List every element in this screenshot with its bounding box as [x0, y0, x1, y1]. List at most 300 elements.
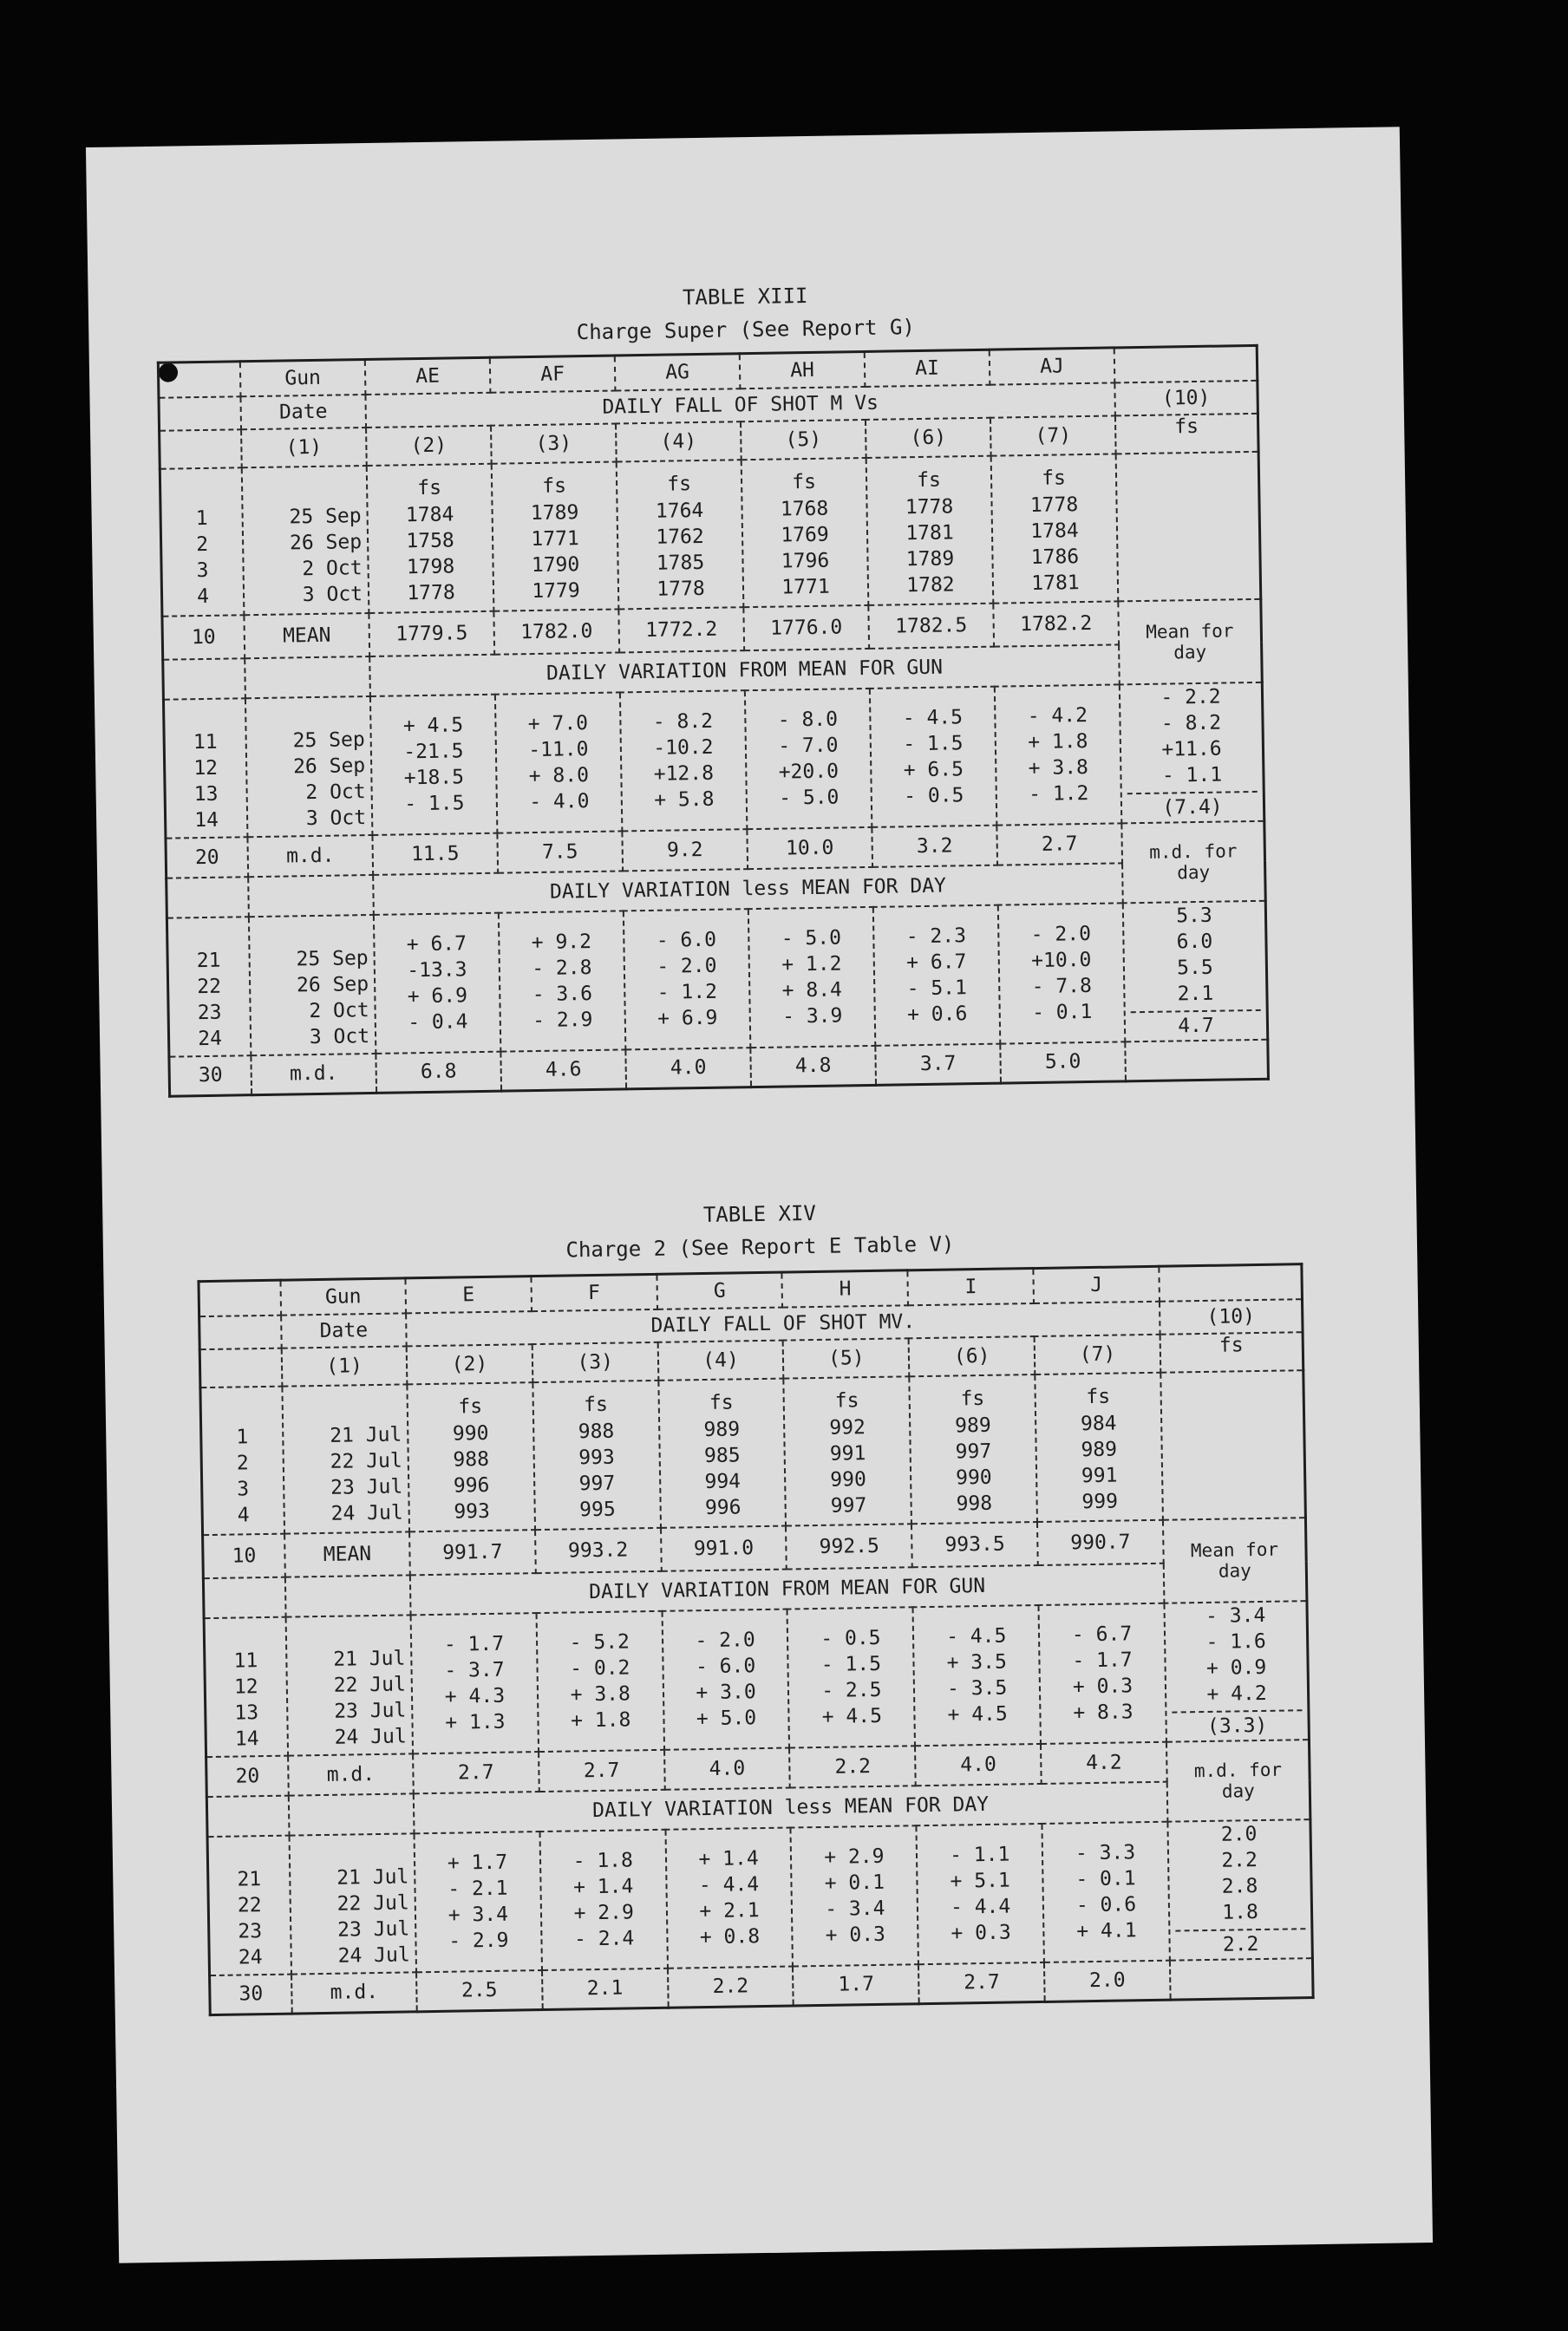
mean-value: 990.7	[1037, 1519, 1164, 1564]
variation2-day-column	[1123, 900, 1268, 1041]
variation2-value: - 2.4	[573, 1926, 635, 1950]
variation-value: - 4.2	[1027, 703, 1088, 728]
md-value: 3.7	[875, 1043, 1001, 1085]
variation2-value: - 2.8	[532, 956, 592, 980]
date-value: 25 Sep	[289, 504, 362, 528]
variation-day-value: - 1.6	[1205, 1629, 1266, 1654]
row-number: 10	[162, 615, 245, 659]
blank-cell	[1125, 1039, 1268, 1081]
mv-value: 999	[1081, 1490, 1119, 1513]
section-heading: DAILY FALL OF SHOT MV.	[406, 1301, 1160, 1346]
date-value: 23 Jul	[336, 1916, 410, 1942]
mv-value: 995	[578, 1498, 616, 1521]
gun-header: F	[531, 1274, 657, 1310]
blank-cell	[1114, 345, 1258, 382]
variation-value: - 2.0	[695, 1628, 755, 1652]
variation-value: - 5.0	[778, 786, 840, 810]
row-number: 30	[210, 1974, 292, 2014]
row-number: 1	[195, 506, 208, 530]
variation-value: - 4.0	[529, 789, 590, 813]
variation2-value: + 9.2	[531, 930, 592, 954]
mean-value: 992.5	[786, 1524, 912, 1569]
variation2-value: - 1.1	[949, 1843, 1010, 1867]
variation-value: - 1.7	[1072, 1648, 1133, 1672]
variation-column	[662, 1609, 789, 1749]
mv-value: 993	[454, 1499, 491, 1524]
column-number: (6)	[866, 417, 991, 457]
row-numbers	[160, 467, 244, 616]
md-value: 2.7	[413, 1752, 539, 1793]
row-number: 4	[237, 1503, 250, 1526]
variation-value: - 5.2	[569, 1629, 630, 1654]
column-number: (4)	[657, 1340, 784, 1380]
row-number: 20	[166, 837, 248, 878]
blank-cell	[1160, 1370, 1305, 1520]
mv-value: 1784	[1030, 519, 1079, 543]
variation-value: + 0.3	[1072, 1674, 1134, 1698]
variation-value: - 1.5	[903, 731, 964, 755]
unit-label: fs	[834, 1388, 859, 1413]
variation2-column	[873, 904, 1000, 1045]
date-value: 23 Jul	[333, 1698, 407, 1723]
gun-header: AE	[365, 357, 491, 394]
variation2-value: + 2.9	[824, 1845, 885, 1869]
table-14-subtitle: Charge 2 (See Report E Table V)	[565, 1231, 955, 1263]
section-heading: DAILY VARIATION less MEAN FOR DAY	[373, 863, 1123, 915]
mean-value: 1779.5	[369, 610, 494, 656]
variation2-value: + 0.3	[825, 1923, 886, 1947]
variation-value: -11.0	[528, 737, 589, 761]
variation2-column	[1042, 1821, 1170, 1962]
variation2-column	[665, 1827, 793, 1968]
mv-value: 994	[704, 1469, 742, 1493]
mean-value: 993.5	[911, 1522, 1038, 1567]
mv-value: 1769	[781, 523, 829, 547]
date-label: Date	[281, 1313, 407, 1348]
variation-column	[411, 1613, 539, 1753]
variation-value: +12.8	[653, 761, 715, 786]
md-value: 2.2	[789, 1746, 916, 1787]
variation2-value: + 8.4	[781, 977, 843, 1002]
variation-day-column	[1120, 682, 1264, 823]
md-value: 2.7	[996, 823, 1122, 865]
variation-value: + 3.0	[696, 1680, 756, 1704]
variation2-day-value: 2.0	[1220, 1822, 1258, 1846]
variation-column	[370, 694, 497, 834]
row-number: 24	[198, 1027, 223, 1050]
blank-cell	[1116, 451, 1261, 601]
mv-column	[617, 460, 744, 609]
variation2-value: +10.0	[1030, 948, 1092, 972]
row-number: 21	[196, 949, 221, 972]
variation-value: +18.5	[403, 765, 465, 789]
variation2-day-value: 2.8	[1221, 1874, 1258, 1898]
variation2-column	[748, 906, 875, 1047]
date-value: 22 Jul	[333, 1672, 407, 1697]
gun-label: Gun	[280, 1278, 406, 1315]
row-number: 3	[196, 558, 209, 582]
md-value: 4.0	[625, 1048, 751, 1089]
column-number: (5)	[741, 419, 866, 459]
variation-day-total: (7.4)	[1127, 790, 1258, 821]
variation2-value: - 5.1	[906, 976, 968, 1000]
column-number: (7)	[1035, 1334, 1161, 1374]
variation2-day-value: 5.3	[1176, 904, 1212, 927]
column-number: (1)	[241, 428, 367, 467]
unit-label: fs	[709, 1390, 734, 1414]
variation-column	[1039, 1603, 1166, 1743]
date-value: 3 Oct	[309, 1024, 370, 1048]
date-value: 2 Oct	[302, 556, 363, 580]
variation2-value: - 3.9	[781, 1003, 843, 1028]
variation-column	[913, 1604, 1041, 1745]
date-value: 22 Jul	[336, 1890, 409, 1916]
row-number: 2	[236, 1451, 249, 1475]
row-numbers	[207, 1835, 291, 1975]
row-number: 24	[238, 1945, 263, 1969]
column-number: (2)	[407, 1344, 533, 1384]
blank-cell	[248, 874, 374, 916]
md-value: 6.8	[376, 1051, 501, 1093]
mv-value: 1798	[406, 554, 455, 578]
row-number: 12	[193, 756, 219, 780]
unit-label: fs	[583, 1393, 609, 1416]
date-value: 26 Sep	[292, 754, 366, 778]
variation2-day-value: 6.0	[1176, 930, 1213, 953]
mv-value: 996	[453, 1473, 490, 1498]
variation-day-value: +11.6	[1161, 737, 1222, 761]
blank-cell	[199, 1348, 282, 1387]
mv-value: 997	[830, 1493, 867, 1518]
md-value: 4.8	[750, 1045, 876, 1087]
row-number: 2	[195, 532, 209, 556]
row-number: 23	[238, 1919, 263, 1943]
row-number: 21	[237, 1867, 262, 1891]
variation2-day-value: 2.2	[1221, 1848, 1258, 1872]
blank-cell	[1159, 1264, 1302, 1302]
variation2-value: - 2.3	[905, 924, 967, 948]
mv-value: 997	[955, 1440, 992, 1463]
variation-value: + 5.0	[696, 1706, 757, 1730]
variation-value: -10.2	[653, 735, 714, 760]
mean-value: 1782.2	[993, 601, 1119, 646]
date-value: 3 Oct	[305, 806, 367, 830]
variation2-column	[374, 912, 500, 1053]
variation-value: - 3.7	[444, 1658, 505, 1682]
row-number: 13	[193, 782, 219, 806]
variation-value: + 3.5	[946, 1650, 1008, 1675]
variation-value: - 4.5	[902, 705, 964, 729]
variation2-column	[791, 1825, 918, 1966]
mv-column	[866, 455, 994, 604]
variation2-value: - 1.8	[572, 1848, 634, 1872]
variation2-value: + 6.9	[657, 1006, 718, 1030]
mv-value: 984	[1080, 1412, 1117, 1435]
mean-value: 991.0	[661, 1525, 787, 1570]
variation2-value: + 1.4	[698, 1846, 759, 1871]
mv-value: 988	[453, 1447, 490, 1472]
column-number: (5)	[783, 1338, 910, 1378]
variation-value: + 4.5	[402, 713, 464, 737]
column-number: (3)	[491, 423, 617, 463]
mv-column	[991, 454, 1119, 603]
mv-value: 993	[578, 1446, 615, 1469]
variation-value: + 1.8	[570, 1707, 631, 1732]
mv-value: 989	[1081, 1438, 1118, 1461]
variation2-day-value: 5.5	[1176, 956, 1213, 979]
variation-value: - 3.5	[946, 1676, 1008, 1701]
table-14	[197, 1263, 1314, 2016]
unit-label: fs	[417, 476, 442, 500]
variation2-day-value: 2.1	[1177, 982, 1214, 1005]
mv-value: 1778	[1029, 493, 1079, 517]
variation-column	[787, 1607, 915, 1747]
table-13-subtitle: Charge Super (See Report G)	[576, 315, 916, 345]
md-value: 9.2	[622, 829, 748, 871]
gun-label: Gun	[240, 360, 366, 396]
variation2-value: - 0.1	[1031, 1000, 1093, 1024]
mv-value: 1768	[780, 497, 829, 521]
md-value: 4.0	[664, 1747, 791, 1789]
variation2-value: - 7.8	[1031, 974, 1093, 998]
md-value: 2.1	[542, 1968, 669, 2009]
gun-header: G	[657, 1272, 782, 1309]
variation2-column	[624, 909, 750, 1049]
variation-column	[620, 690, 747, 831]
mv-value: 1786	[1030, 545, 1080, 569]
row-number: 14	[234, 1727, 259, 1751]
md-value: 11.5	[372, 832, 498, 874]
row-number: 13	[234, 1701, 259, 1725]
blank-cell	[158, 362, 240, 397]
md-value: 4.6	[500, 1049, 626, 1091]
row-number: 12	[233, 1675, 258, 1699]
date-value: 2 Oct	[305, 780, 366, 804]
mv-value: 988	[578, 1420, 615, 1443]
mean-value: 1782.5	[868, 603, 994, 648]
blank-cell	[199, 1315, 282, 1348]
md-for-day-label: m.d. for day	[1121, 820, 1265, 903]
section-heading: DAILY VARIATION FROM MEAN FOR GUN	[369, 644, 1120, 696]
blank-cell	[199, 1280, 281, 1316]
row-number: 20	[206, 1755, 289, 1796]
date-value: 25 Sep	[296, 946, 369, 970]
variation2-day-total: 2.2	[1175, 1928, 1306, 1959]
md-value: 2.7	[539, 1749, 665, 1791]
date-value: 24 Jul	[337, 1942, 410, 1968]
variation-day-value: - 1.1	[1161, 763, 1223, 787]
mv-value: 989	[703, 1417, 741, 1441]
md-value: 2.0	[1044, 1960, 1171, 2001]
section-heading: DAILY VARIATION FROM MEAN FOR GUN	[410, 1563, 1165, 1615]
gun-header: H	[782, 1270, 908, 1307]
column-number: (2)	[366, 425, 492, 465]
variation2-value: + 1.7	[447, 1851, 508, 1875]
mv-value: 998	[956, 1492, 993, 1515]
row-number: 30	[169, 1055, 252, 1096]
variation2-value: - 6.0	[656, 928, 717, 952]
variation2-value: - 5.0	[781, 925, 842, 950]
variation2-value: + 2.1	[699, 1898, 760, 1923]
section-heading: DAILY VARIATION less MEAN FOR DAY	[414, 1781, 1168, 1833]
variation-day-value: + 0.9	[1205, 1655, 1267, 1680]
date-value: 23 Jul	[330, 1475, 403, 1499]
variation-value: + 6.5	[903, 757, 964, 781]
row-numbers	[200, 1386, 284, 1534]
md-label: m.d.	[247, 834, 373, 876]
variation-value: - 8.0	[777, 708, 839, 732]
variation2-value: + 2.9	[573, 1900, 635, 1924]
column-number: (10)	[1114, 380, 1258, 415]
md-value: 7.5	[497, 831, 623, 872]
table-14-title: TABLE XIV	[702, 1200, 817, 1228]
variation-value: + 8.0	[528, 763, 590, 787]
variation-column	[995, 684, 1121, 825]
unit-label: fs	[667, 472, 692, 496]
variation-value: - 6.7	[1071, 1622, 1133, 1646]
gun-header: I	[908, 1269, 1034, 1305]
blank-cell	[206, 1795, 289, 1836]
row-number: 11	[193, 730, 218, 754]
variation-value: + 1.8	[1028, 729, 1088, 754]
date-value: 22 Jul	[330, 1449, 402, 1473]
mean-value: 1782.0	[493, 609, 619, 654]
variation2-value: - 2.0	[657, 954, 717, 978]
row-number: 3	[237, 1477, 250, 1500]
dates	[242, 466, 369, 615]
unit-label: fs	[960, 1387, 985, 1410]
md-value: 2.7	[918, 1962, 1045, 2003]
mv-value: 1779	[532, 578, 580, 603]
blank-cell	[285, 1575, 411, 1616]
date-value: 21 Jul	[329, 1423, 402, 1447]
variation2-value: + 4.1	[1076, 1918, 1137, 1942]
md-value: 3.2	[872, 825, 997, 866]
variation-column	[495, 692, 622, 832]
variation-value: + 4.5	[947, 1702, 1008, 1727]
mv-value: 996	[704, 1495, 742, 1519]
gun-header: AH	[740, 351, 866, 388]
gun-header: AF	[490, 356, 616, 392]
mv-column	[658, 1378, 786, 1527]
variation-day-value: - 3.4	[1205, 1603, 1266, 1628]
variation-day-value: + 4.2	[1206, 1681, 1267, 1706]
variation2-value: + 6.7	[406, 931, 467, 956]
md-value: 2.5	[416, 1970, 543, 2012]
variation-value: - 1.2	[1028, 781, 1089, 806]
dates	[282, 1384, 409, 1533]
row-numbers	[167, 917, 251, 1056]
variation-value: - 4.5	[945, 1624, 1007, 1649]
date-value: 25 Sep	[292, 728, 365, 752]
mv-column	[492, 461, 619, 610]
gun-header: E	[405, 1276, 531, 1313]
column-number: (6)	[909, 1336, 1036, 1376]
md-for-day-label: m.d. for day	[1166, 1740, 1310, 1822]
date-value: 21 Jul	[333, 1646, 406, 1671]
variation2-column	[917, 1823, 1044, 1963]
gun-header: AI	[865, 349, 990, 386]
md-value: 5.0	[1000, 1041, 1126, 1083]
variation-day-column	[1164, 1601, 1309, 1742]
variation2-value: -13.3	[407, 957, 467, 982]
mv-value: 989	[954, 1414, 991, 1437]
md-value: 10.0	[747, 826, 872, 868]
md-value: 2.2	[668, 1966, 794, 2008]
variation-value: - 2.5	[821, 1678, 882, 1702]
variation-value: - 1.5	[404, 791, 465, 815]
blank-cell	[1170, 1958, 1313, 2001]
variation2-value: - 4.4	[698, 1872, 760, 1897]
mv-value: 992	[829, 1415, 866, 1440]
mean-value: 991.7	[409, 1530, 536, 1575]
column-number: (1)	[282, 1346, 408, 1386]
variation2-day-column	[1167, 1819, 1312, 1961]
mv-value: 985	[703, 1443, 741, 1467]
mv-value: 1789	[905, 546, 955, 571]
mean-value: 1776.0	[743, 604, 869, 650]
unit-label: fs	[792, 470, 817, 493]
mv-column	[1035, 1372, 1163, 1521]
row-number: 14	[194, 808, 219, 832]
table-13	[157, 344, 1270, 1098]
unit-label: fs	[1115, 413, 1258, 454]
variation-value: - 1.5	[820, 1652, 882, 1676]
variation-value: - 6.0	[695, 1654, 756, 1678]
mv-value: 1789	[530, 500, 579, 525]
variation-value: + 3.8	[570, 1681, 631, 1706]
variation-day-value: - 8.2	[1160, 711, 1222, 735]
variation2-value: + 3.4	[448, 1903, 509, 1927]
gun-header: AG	[615, 354, 741, 390]
mv-value: 1781	[1031, 571, 1080, 595]
variation2-value: + 0.6	[906, 1002, 968, 1026]
date-value: 2 Oct	[309, 998, 369, 1022]
row-number: 22	[237, 1893, 262, 1917]
blank-cell	[245, 656, 370, 697]
variation-column	[745, 688, 872, 828]
mv-value: 1771	[781, 575, 830, 599]
mv-value: 1778	[657, 577, 705, 601]
mv-value: 1781	[905, 520, 954, 545]
mean-label: MEAN	[244, 612, 369, 657]
variation2-value: - 0.4	[407, 1009, 468, 1034]
blank-cell	[160, 429, 242, 468]
md-label: m.d.	[251, 1053, 376, 1094]
unit-label: fs	[542, 473, 567, 498]
variation-value: + 4.3	[444, 1684, 506, 1708]
section-heading: DAILY FALL OF SHOT M Vs	[365, 382, 1114, 428]
variation-day-total: (3.3)	[1172, 1709, 1303, 1740]
gun-header: J	[1034, 1266, 1160, 1303]
md-value: 1.7	[793, 1964, 919, 2006]
variation2-value: - 4.4	[950, 1895, 1011, 1919]
variation-column	[536, 1610, 663, 1751]
variation2-column	[499, 911, 625, 1051]
mv-column	[784, 1376, 911, 1525]
variation2-day-value: 1.8	[1222, 1900, 1259, 1924]
variation-value: - 1.7	[443, 1632, 505, 1656]
variation-value: + 7.0	[527, 711, 589, 735]
row-number: 23	[197, 1001, 222, 1024]
mv-value: 1758	[406, 528, 454, 552]
row-number: 1	[236, 1425, 249, 1449]
unit-label: fs	[1086, 1385, 1111, 1408]
variation2-value: + 1.2	[781, 951, 842, 976]
md-value: 4.0	[915, 1743, 1042, 1785]
dates	[249, 914, 376, 1054]
variation-value: + 3.8	[1028, 755, 1089, 780]
